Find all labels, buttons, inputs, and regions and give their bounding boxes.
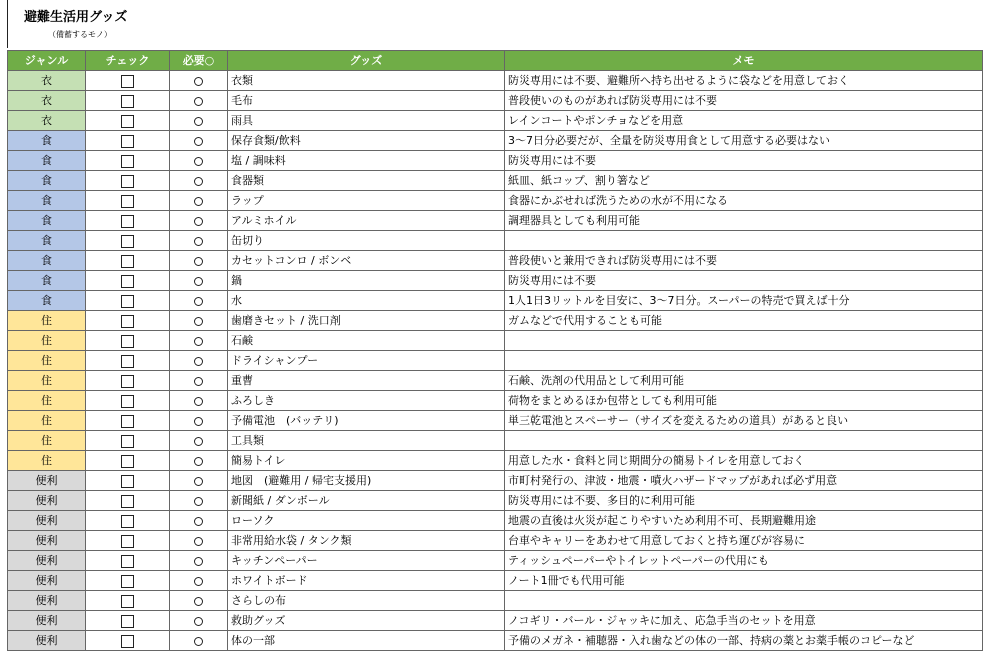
table-row [8, 251, 983, 271]
circle-mark-icon [194, 537, 203, 546]
need-cell [170, 291, 228, 311]
genre-cell: 食 [8, 251, 86, 271]
check-cell [86, 151, 170, 171]
genre-cell: 食 [8, 191, 86, 211]
table-row [8, 431, 983, 451]
item-cell: ホワイトボード [228, 571, 505, 591]
table-row [8, 311, 983, 331]
table-row [8, 391, 983, 411]
checkbox[interactable] [121, 175, 134, 188]
circle-mark-icon [194, 637, 203, 646]
need-cell [170, 311, 228, 331]
checkbox[interactable] [121, 115, 134, 128]
circle-mark-icon [194, 357, 203, 366]
memo-cell: 食器にかぶせれば洗うための水が不用になる [505, 191, 983, 211]
item-cell: 鍋 [228, 271, 505, 291]
col-header-check: チェック [86, 51, 170, 71]
genre-cell: 衣 [8, 71, 86, 91]
table-header-row [8, 51, 983, 71]
need-cell [170, 371, 228, 391]
need-cell [170, 491, 228, 511]
need-cell [170, 191, 228, 211]
col-header-need: 必要○ [170, 51, 228, 71]
need-cell [170, 171, 228, 191]
item-cell: ローソク [228, 511, 505, 531]
need-cell [170, 451, 228, 471]
circle-mark-icon [194, 457, 203, 466]
circle-mark-icon [194, 397, 203, 406]
check-cell [86, 271, 170, 291]
checkbox[interactable] [121, 295, 134, 308]
checkbox[interactable] [121, 195, 134, 208]
check-cell [86, 111, 170, 131]
memo-cell: 台車やキャリーをあわせて用意しておくと持ち運びが容易に [505, 531, 983, 551]
item-cell: 予備電池 (バッテリ) [228, 411, 505, 431]
item-cell: 石鹸 [228, 331, 505, 351]
memo-cell: ガムなどで代用することも可能 [505, 311, 983, 331]
need-cell [170, 571, 228, 591]
circle-mark-icon [194, 237, 203, 246]
checkbox[interactable] [121, 155, 134, 168]
checkbox[interactable] [121, 255, 134, 268]
table-row [8, 211, 983, 231]
genre-cell: 食 [8, 151, 86, 171]
memo-cell [505, 331, 983, 351]
table-row [8, 591, 983, 611]
memo-cell: レインコートやポンチョなどを用意 [505, 111, 983, 131]
check-cell [86, 191, 170, 211]
item-cell: ふろしき [228, 391, 505, 411]
check-cell [86, 511, 170, 531]
memo-cell: 用意した水・食料と同じ期間分の簡易トイレを用意しておく [505, 451, 983, 471]
table-row [8, 451, 983, 471]
circle-mark-icon [194, 297, 203, 306]
need-cell [170, 151, 228, 171]
genre-cell: 住 [8, 431, 86, 451]
table-row [8, 551, 983, 571]
item-cell: 塩 / 調味料 [228, 151, 505, 171]
item-cell: 救助グッズ [228, 611, 505, 631]
goods-table [7, 50, 983, 651]
memo-cell: ノコギリ・バール・ジャッキに加え、応急手当のセットを用意 [505, 611, 983, 631]
memo-cell: 防災専用には不要 [505, 271, 983, 291]
table-row [8, 291, 983, 311]
circle-mark-icon [194, 497, 203, 506]
memo-cell [505, 431, 983, 451]
table-row [8, 71, 983, 91]
circle-mark-icon [194, 277, 203, 286]
memo-cell: 荷物をまとめるほか包帯としても利用可能 [505, 391, 983, 411]
left-border-line [7, 0, 8, 48]
genre-cell: 便利 [8, 471, 86, 491]
check-cell [86, 331, 170, 351]
memo-cell: 防災専用には不要、避難所へ持ち出せるように袋などを用意しておく [505, 71, 983, 91]
memo-cell: 防災専用には不要 [505, 151, 983, 171]
check-cell [86, 571, 170, 591]
item-cell: 新聞紙 / ダンボール [228, 491, 505, 511]
circle-mark-icon [194, 97, 203, 106]
item-cell: カセットコンロ / ボンベ [228, 251, 505, 271]
item-cell: 体の一部 [228, 631, 505, 651]
item-cell: 缶切り [228, 231, 505, 251]
genre-cell: 便利 [8, 511, 86, 531]
item-cell: 重曹 [228, 371, 505, 391]
item-cell: 簡易トイレ [228, 451, 505, 471]
need-cell [170, 331, 228, 351]
item-cell: 地図 (避難用 / 帰宅支援用) [228, 471, 505, 491]
genre-cell: 便利 [8, 571, 86, 591]
circle-mark-icon [194, 137, 203, 146]
genre-cell: 衣 [8, 111, 86, 131]
checkbox[interactable] [121, 395, 134, 408]
circle-mark-icon [194, 617, 203, 626]
genre-cell: 住 [8, 391, 86, 411]
memo-cell: 調理器具としても利用可能 [505, 211, 983, 231]
check-cell [86, 471, 170, 491]
circle-mark-icon [194, 77, 203, 86]
table-row [8, 111, 983, 131]
table-row [8, 411, 983, 431]
need-cell [170, 511, 228, 531]
check-cell [86, 551, 170, 571]
check-cell [86, 631, 170, 651]
check-cell [86, 91, 170, 111]
circle-mark-icon [194, 257, 203, 266]
memo-cell: 普段使いと兼用できれば防災専用には不要 [505, 251, 983, 271]
item-cell: 非常用給水袋 / タンク類 [228, 531, 505, 551]
table-body [8, 71, 983, 651]
checkbox[interactable] [121, 215, 134, 228]
need-cell [170, 231, 228, 251]
check-cell [86, 531, 170, 551]
need-cell [170, 391, 228, 411]
genre-cell: 便利 [8, 611, 86, 631]
genre-cell: 住 [8, 371, 86, 391]
need-cell [170, 591, 228, 611]
check-cell [86, 391, 170, 411]
table-row [8, 511, 983, 531]
genre-cell: 衣 [8, 91, 86, 111]
check-cell [86, 611, 170, 631]
page-subtitle: （備蓄するモノ） [48, 30, 112, 39]
checkbox[interactable] [121, 635, 134, 648]
check-cell [86, 171, 170, 191]
circle-mark-icon [194, 317, 203, 326]
checkbox[interactable] [121, 595, 134, 608]
memo-cell: 1人1日3リットルを目安に、3～7日分。スーパーの特売で買えば十分 [505, 291, 983, 311]
memo-cell: 予備のメガネ・補聴器・入れ歯などの体の一部、持病の薬とお薬手帳のコピーなど [505, 631, 983, 651]
check-cell [86, 231, 170, 251]
need-cell [170, 411, 228, 431]
table-row [8, 151, 983, 171]
need-cell [170, 71, 228, 91]
item-cell: 雨具 [228, 111, 505, 131]
item-cell: 工具類 [228, 431, 505, 451]
table-row [8, 351, 983, 371]
table-row [8, 371, 983, 391]
item-cell: 歯磨きセット / 洗口剤 [228, 311, 505, 331]
checkbox[interactable] [121, 575, 134, 588]
need-cell [170, 471, 228, 491]
checkbox[interactable] [121, 75, 134, 88]
item-cell: 水 [228, 291, 505, 311]
check-cell [86, 251, 170, 271]
genre-cell: 住 [8, 451, 86, 471]
checkbox[interactable] [121, 435, 134, 448]
need-cell [170, 431, 228, 451]
genre-cell: 便利 [8, 551, 86, 571]
table-row [8, 471, 983, 491]
circle-mark-icon [194, 557, 203, 566]
need-cell [170, 91, 228, 111]
checkbox[interactable] [121, 515, 134, 528]
circle-mark-icon [194, 517, 203, 526]
item-cell: さらしの布 [228, 591, 505, 611]
check-cell [86, 411, 170, 431]
checkbox[interactable] [121, 555, 134, 568]
table-row [8, 171, 983, 191]
genre-cell: 住 [8, 331, 86, 351]
checkbox[interactable] [121, 535, 134, 548]
circle-mark-icon [194, 437, 203, 446]
memo-cell [505, 231, 983, 251]
check-cell [86, 131, 170, 151]
genre-cell: 住 [8, 351, 86, 371]
checkbox[interactable] [121, 235, 134, 248]
memo-cell: 単三乾電池とスペーサー（サイズを変えるための道具）があると良い [505, 411, 983, 431]
check-cell [86, 291, 170, 311]
item-cell: ドライシャンプー [228, 351, 505, 371]
table-row [8, 631, 983, 651]
memo-cell: 石鹸、洗剤の代用品として利用可能 [505, 371, 983, 391]
memo-cell: ノート1冊でも代用可能 [505, 571, 983, 591]
memo-cell: 3～7日分必要だが、全量を防災専用食として用意する必要はない [505, 131, 983, 151]
genre-cell: 便利 [8, 491, 86, 511]
checkbox[interactable] [121, 495, 134, 508]
need-cell [170, 271, 228, 291]
memo-cell: 地震の直後は火災が起こりやすいため利用不可、長期避難用途 [505, 511, 983, 531]
checkbox[interactable] [121, 375, 134, 388]
genre-cell: 便利 [8, 631, 86, 651]
checkbox[interactable] [121, 335, 134, 348]
need-cell [170, 611, 228, 631]
memo-cell: 市町村発行の、津波・地震・噴火ハザードマップがあれば必ず用意 [505, 471, 983, 491]
check-cell [86, 371, 170, 391]
check-cell [86, 451, 170, 471]
check-cell [86, 591, 170, 611]
circle-mark-icon [194, 377, 203, 386]
check-cell [86, 71, 170, 91]
check-cell [86, 351, 170, 371]
genre-cell: 住 [8, 311, 86, 331]
check-cell [86, 211, 170, 231]
memo-cell: 紙皿、紙コップ、割り箸など [505, 171, 983, 191]
page-title: 避難生活用グッズ [24, 10, 128, 25]
need-cell [170, 531, 228, 551]
item-cell: アルミホイル [228, 211, 505, 231]
table-row [8, 491, 983, 511]
circle-mark-icon [194, 417, 203, 426]
item-cell: 毛布 [228, 91, 505, 111]
memo-cell: ティッシュペーパーやトイレットペーパーの代用にも [505, 551, 983, 571]
table-row [8, 331, 983, 351]
genre-cell: 住 [8, 411, 86, 431]
genre-cell: 食 [8, 231, 86, 251]
memo-cell [505, 351, 983, 371]
table-row [8, 571, 983, 591]
circle-mark-icon [194, 177, 203, 186]
check-cell [86, 491, 170, 511]
table-row [8, 191, 983, 211]
memo-cell: 防災専用には不要、多目的に利用可能 [505, 491, 983, 511]
table-row [8, 91, 983, 111]
table-row [8, 131, 983, 151]
checkbox[interactable] [121, 135, 134, 148]
need-cell [170, 631, 228, 651]
item-cell: 衣類 [228, 71, 505, 91]
circle-mark-icon [194, 597, 203, 606]
circle-mark-icon [194, 477, 203, 486]
circle-mark-icon [194, 217, 203, 226]
table-row [8, 231, 983, 251]
circle-mark-icon [194, 577, 203, 586]
checkbox[interactable] [121, 415, 134, 428]
table-row [8, 531, 983, 551]
genre-cell: 食 [8, 291, 86, 311]
genre-cell: 便利 [8, 531, 86, 551]
need-cell [170, 251, 228, 271]
col-header-memo: メモ [505, 51, 983, 71]
checkbox[interactable] [121, 355, 134, 368]
item-cell: 保存食類/飲料 [228, 131, 505, 151]
need-cell [170, 211, 228, 231]
item-cell: キッチンペーパー [228, 551, 505, 571]
checkbox[interactable] [121, 315, 134, 328]
memo-cell [505, 591, 983, 611]
genre-cell: 食 [8, 171, 86, 191]
item-cell: ラップ [228, 191, 505, 211]
genre-cell: 便利 [8, 591, 86, 611]
circle-mark-icon [194, 157, 203, 166]
circle-mark-icon [194, 197, 203, 206]
checkbox[interactable] [121, 275, 134, 288]
table-row [8, 271, 983, 291]
need-cell [170, 131, 228, 151]
need-cell [170, 551, 228, 571]
checkbox[interactable] [121, 615, 134, 628]
memo-cell: 普段使いのものがあれば防災専用には不要 [505, 91, 983, 111]
checkbox[interactable] [121, 95, 134, 108]
genre-cell: 食 [8, 271, 86, 291]
circle-mark-icon [194, 337, 203, 346]
checkbox[interactable] [121, 455, 134, 468]
need-cell [170, 111, 228, 131]
checkbox[interactable] [121, 475, 134, 488]
col-header-item: グッズ [228, 51, 505, 71]
genre-cell: 食 [8, 211, 86, 231]
genre-cell: 食 [8, 131, 86, 151]
check-cell [86, 311, 170, 331]
table-row [8, 611, 983, 631]
check-cell [86, 431, 170, 451]
col-header-genre: ジャンル [8, 51, 86, 71]
need-cell [170, 351, 228, 371]
item-cell: 食器類 [228, 171, 505, 191]
circle-mark-icon [194, 117, 203, 126]
